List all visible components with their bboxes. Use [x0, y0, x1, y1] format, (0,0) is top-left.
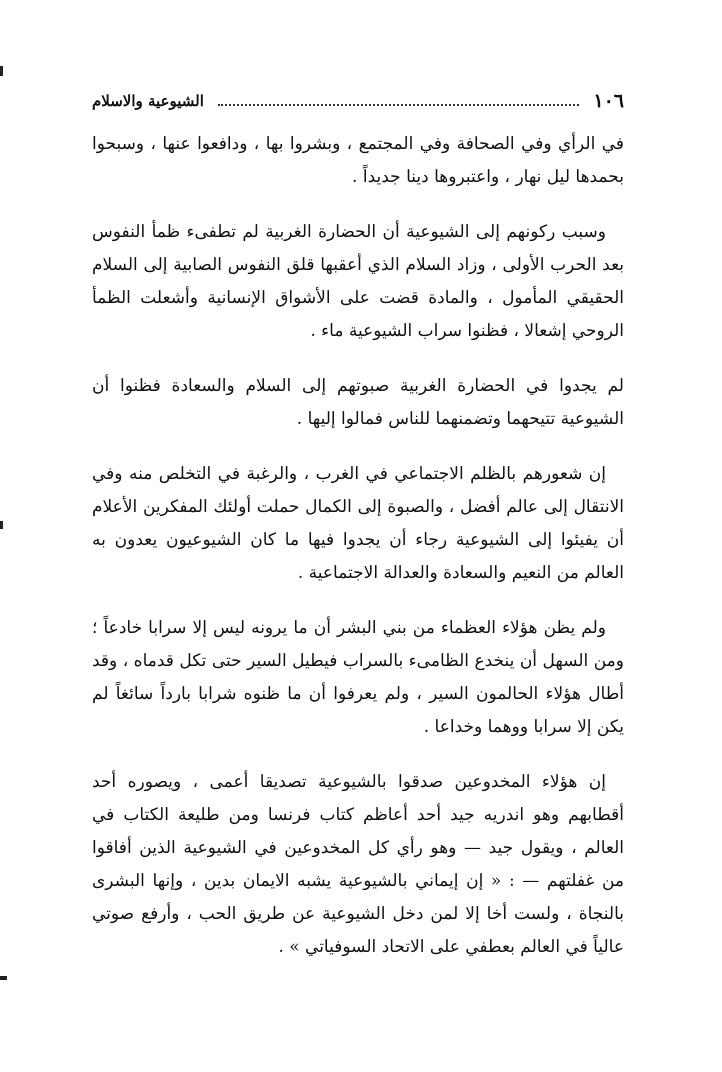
- header-dotted-leader: [218, 104, 579, 106]
- running-title: الشيوعية والاسلام: [92, 92, 204, 110]
- scan-edge-mark: [0, 976, 7, 980]
- paragraph: لم يجدوا في الحضارة الغربية صبوتهم إلى السلام والسعادة فظنوا أن الشيوعية تتيحهما وتضمنهما للناس فمالوا إليها .: [92, 376, 624, 429]
- paragraph: إن شعورهم بالظلم الاجتماعي في الغرب ، والرغبة في التخلص منه وفي الانتقال إلى عالم أفضل ، والصبوة إلى الكمال حملت أولئك المفكرين الأعلام أن يفيئوا إلى الشيوعية رجاء أن يجدوا فيها ما كان الشيوعيون يعدون به العالم من النعيم والسعادة والعدالة الاجتماعية .: [92, 464, 624, 583]
- paragraph: ولم يظن هؤلاء العظماء من بني البشر أن ما يرونه ليس إلا سرابا خادعاً ؛ ومن السهل أن ينخدع الظامىء بالسراب فيطيل السير حتى تكل قدماه ، وقد أطال هؤلاء الحالمون السير ، ولم يعرفوا أن ما ظنوه شرابا بارداً سائغاً لم يكن إلا سرابا ووهما وخداعا .: [92, 618, 624, 737]
- page-body: [92, 128, 624, 986]
- paragraph: في الرأي وفي الصحافة وفي المجتمع ، وبشروا بها ، ودافعوا عنها ، وسبحوا بحمدها ليل نهار ، واعتبروها دينا جديداً .: [92, 134, 624, 187]
- scan-edge-mark: [0, 66, 3, 76]
- page-number: ١٠٦: [593, 90, 624, 112]
- paragraph: إن هؤلاء المخدوعين صدقوا بالشيوعية تصديقا أعمى ، ويصوره أحد أقطابهم وهو اندريه جيد أحد أعاظم كتاب فرنسا ومن طليعة الكتاب في العالم ، ويقول جيد — وهو رأي كل المخدوعين في الشيوعية الذين أفاقوا من غفلتهم — : « إن إيماني بالشيوعية يشبه الايمان بدين ، وإنها البشرى بالنجاة ، ولست أخا إلا لمن دخل الشيوعية عن طريق الحب ، وأرفع صوتي عالياً في العالم بعطفي على الاتحاد السوفياتي » .: [92, 772, 624, 957]
- scan-edge-mark: [0, 521, 3, 529]
- paragraph: وسبب ركونهم إلى الشيوعية أن الحضارة الغربية لم تطفىء ظمأ النفوس بعد الحرب الأولى ، وزاد السلام الذي أعقبها قلق النفوس الصابية إلى السلام الحقيقي المأمول ، والمادة قضت على الأشواق الإنسانية وأشعلت الظمأ الروحي إشعالا ، فظنوا سراب الشيوعية ماء .: [92, 222, 624, 341]
- page-header: [92, 86, 624, 116]
